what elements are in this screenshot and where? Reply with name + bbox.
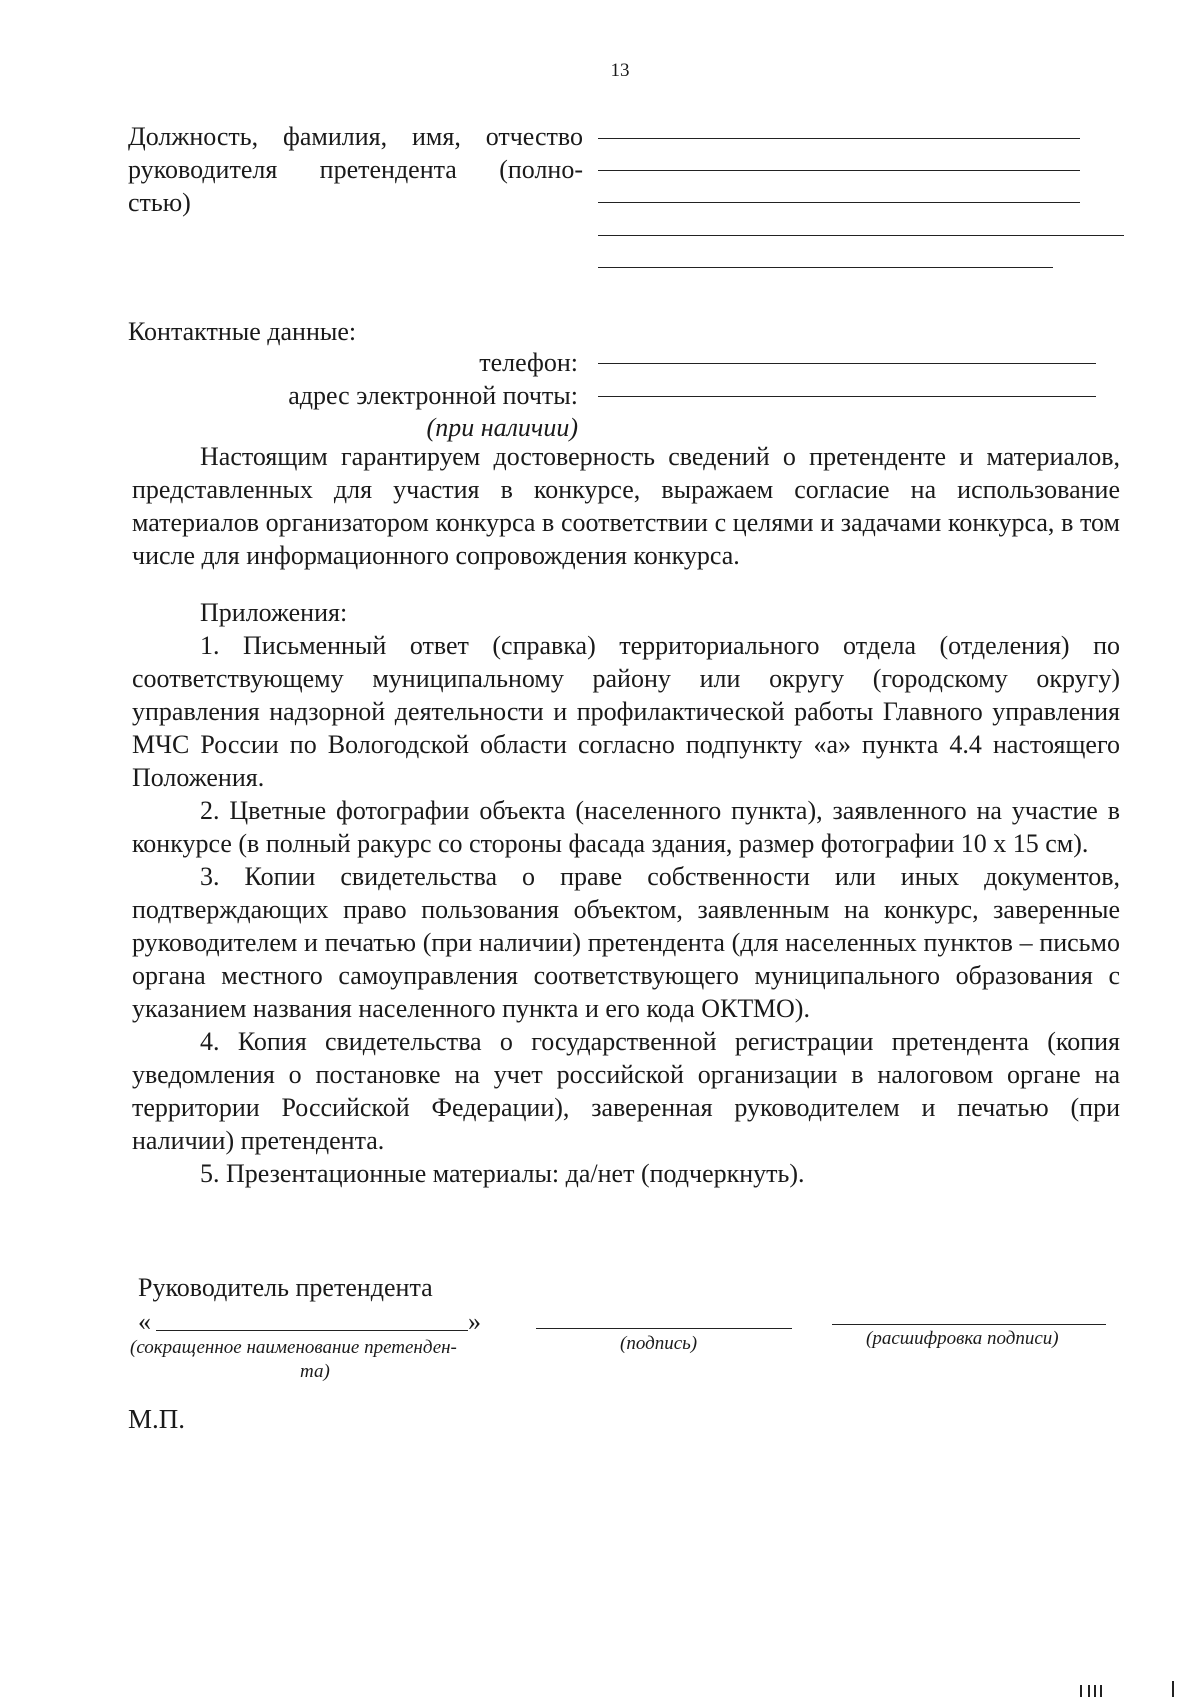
- page-number: 13: [610, 60, 630, 81]
- email-note: (при наличии): [426, 413, 578, 442]
- head-fill-line-1[interactable]: [598, 138, 1080, 139]
- email-label: адрес электронной почты:: [288, 381, 578, 410]
- contacts-title: Контактные данные:: [128, 317, 357, 346]
- attachment-item-1: 1. Письменный ответ (справка) территориального отдела (отделения) по соответствующему муниципальному району или округу (городскому округу) управления надзорной деятельности и профилактической работы Главного управления МЧС России по Вологодской области согласно подпункту «а» пункта 4.4 настоящего Положения.: [132, 631, 1120, 792]
- scan-mark: [1088, 1685, 1090, 1697]
- name-fill-line[interactable]: [156, 1330, 468, 1331]
- attachment-item-2: 2. Цветные фотографии объекта (населенного пункта), заявленного на участие в конкурсе (в полный ракурс со стороны фасада здания, размер фотографии 10 х 15 см).: [132, 796, 1120, 858]
- signature-head-label: Руководитель претендента: [138, 1273, 433, 1302]
- attachment-item-5: 5. Презентационные материалы: да/нет (подчеркнуть).: [200, 1159, 805, 1188]
- head-label-line-2: руководителя претендента (полно-: [128, 155, 583, 184]
- caption-name-line-2: та): [300, 1361, 330, 1382]
- stamp-mark: М.П.: [128, 1404, 186, 1434]
- email-fill-line[interactable]: [598, 396, 1096, 397]
- scan-mark: [1094, 1685, 1096, 1697]
- head-label-line-1: Должность, фамилия, имя, отчество: [128, 122, 583, 151]
- signature-fill-line[interactable]: [536, 1328, 792, 1329]
- open-quote: «: [138, 1307, 151, 1336]
- caption-name-line-1: (сокращенное наименование претенден-: [130, 1337, 457, 1358]
- close-quote: »: [468, 1307, 481, 1336]
- attachments-title: Приложения:: [200, 598, 348, 627]
- head-label-line-3: стью): [128, 188, 191, 217]
- decode-fill-line[interactable]: [832, 1324, 1106, 1325]
- head-fill-line-3[interactable]: [598, 202, 1080, 203]
- head-fill-line-4[interactable]: [598, 235, 1124, 236]
- attachment-item-4: 4. Копия свидетельства о государственной регистрации претендента (копия уведомления о постановке на учет российской организации в налоговом органе на территории Российской Федерации), заверенная руководителем и печатью (при наличии) претендента.: [132, 1027, 1120, 1155]
- head-label: [128, 120, 583, 219]
- attachment-item-3: 3. Копии свидетельства о праве собственности или иных документов, подтверждающих право пользования объектом, заявленным на конкурс, заверенные руководителем и печатью (при наличии) претендента (для населенных пунктов – письмо органа местного самоуправления соответствующего муниципального образования с указанием названия населенного пункта и его кода ОКТМО).: [132, 862, 1120, 1023]
- scan-mark: [1100, 1685, 1102, 1697]
- guarantee-paragraph: Настоящим гарантируем достоверность сведений о претенденте и материалов, представленных для участия в конкурсе, выражаем согласие на использование материалов организатором конкурса в соответствии с целями и задачами конкурса, в том числе для информационного сопровождения конкурса.: [132, 442, 1120, 570]
- head-fill-line-5[interactable]: [598, 267, 1053, 268]
- phone-fill-line[interactable]: [598, 363, 1096, 364]
- scan-mark: [1172, 1681, 1174, 1697]
- phone-label: телефон:: [479, 348, 578, 377]
- caption-sign: (подпись): [620, 1333, 698, 1354]
- attachments-list: [132, 629, 1120, 1190]
- head-fill-line-2[interactable]: [598, 170, 1080, 171]
- caption-decode: (расшифровка подписи): [866, 1328, 1059, 1349]
- caption-name: [130, 1336, 500, 1384]
- scan-mark: [1080, 1685, 1082, 1697]
